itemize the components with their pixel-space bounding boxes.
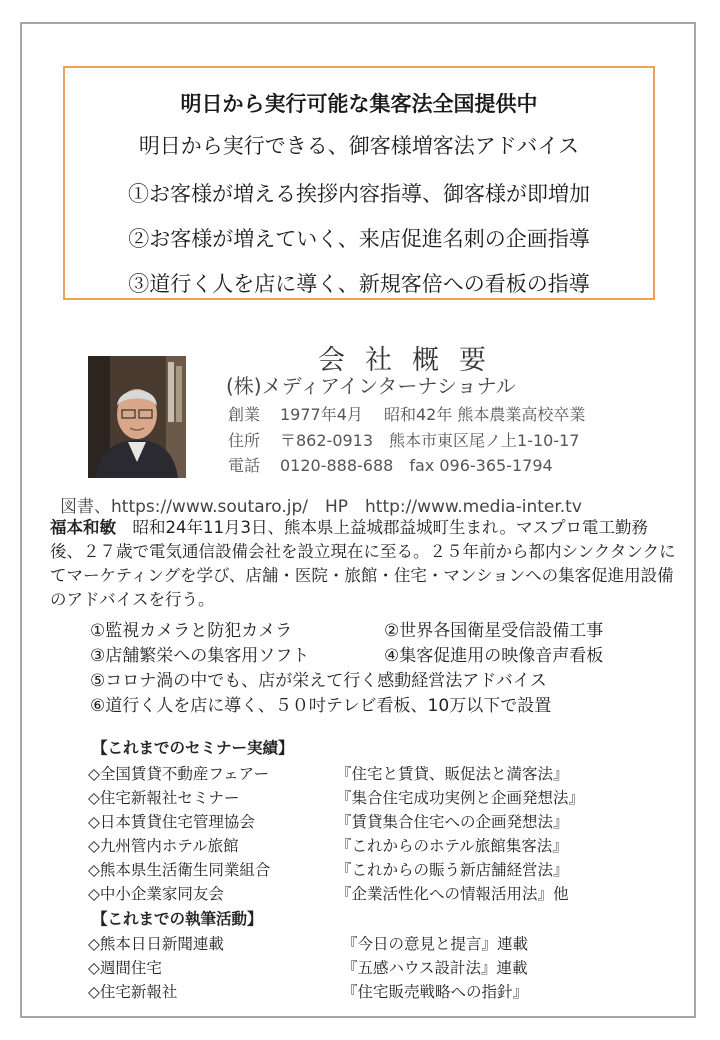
founded-value: 1977年4月 昭和42年 熊本農業高校卒業 [280,405,586,424]
seminar-title: 『企業活性化への情報活用法』他 [336,885,569,903]
address-label: 住所 [228,431,261,450]
ad-line-2: ①お客様が増える挨拶内容指導、御客様が即増加 [128,182,590,206]
writing-title: 『五感ハウス設計法』連載 [342,959,528,977]
seminar-org: ◇中小企業家同友会 [88,885,224,903]
profile-photo [88,356,186,478]
phone-label: 電話 [228,456,261,475]
company-name: (株)メディアインターナショナル [226,374,516,398]
ad-line-1: 明日から実行できる、御客様増客法アドバイス [138,134,580,158]
seminar-title: 『これからの賑う新店舗経営法』 [336,861,569,879]
service-item: ⑥道行く人を店に導く、５０吋テレビ看板、10万以下で設置 [90,696,552,716]
ad-box [63,66,655,300]
writing-org: ◇熊本日日新聞連載 [88,935,224,953]
address-row [228,428,579,451]
seminar-title: 『これからのホテル旅館集客法』 [336,837,568,855]
section-title: 会社概要 [318,345,506,376]
seminar-title: 『賃貸集合住宅への企画発想法』 [336,813,569,831]
seminar-org: ◇住宅新報社セミナー [88,789,240,807]
seminar-org: ◇全国賃貸不動産フェアー [88,765,270,783]
service-item: ⑤コロナ渦の中でも、店が栄えて行く感動経営法アドバイス [90,671,547,691]
seminar-title: 『住宅と賃貸、販促法と満客法』 [336,765,569,783]
bio-paragraph [50,516,680,612]
service-item: ③店舗繁栄への集客用ソフト [90,646,310,666]
website-links: 図書、https://www.soutaro.jp/ HP http://www.media-inter.tv [60,497,582,517]
service-item: ②世界各国衛星受信設備工事 [384,621,604,641]
writing-org: ◇住宅新報社 [88,983,178,1001]
service-item: ①監視カメラと防犯カメラ [90,621,293,641]
ad-title: 明日から実行可能な集客法全国提供中 [180,91,538,116]
phone-value: 0120-888-688 fax 096-365-1794 [280,456,553,475]
seminar-header: 【これまでのセミナー実績】 [92,739,294,757]
ad-line-4: ③道行く人を店に導く、新規客倍への看板の指導 [128,272,590,296]
seminar-org: ◇日本賃貸住宅管理協会 [88,813,255,831]
bio-text: 昭和24年11月3日、熊本県上益城郡益城町生まれ。マスプロ電工勤務後、２７歳で電気通信設備会社を設立現在に至る。２５年前から都内シンクタンクにてマーケティングを学び、店舗・医院・旅館・住宅・マンションへの集客促進用設備のアドバイスを行う。 [50,518,676,609]
seminar-org: ◇九州管内ホテル旅館 [88,837,239,855]
address-value: 〒862-0913 熊本市東区尾ノ上1-10-17 [280,431,580,450]
writing-title: 『住宅販売戦略への指針』 [342,983,529,1001]
writing-header: 【これまでの執筆活動】 [92,910,263,928]
writing-title: 『今日の意見と提言』連載 [342,935,529,953]
founded-label: 創業 [228,405,261,424]
phone-row [228,453,553,476]
seminar-title: 『集合住宅成功実例と企画発想法』 [336,789,585,807]
writing-org: ◇週間住宅 [88,959,162,977]
seminar-org: ◇熊本県生活衛生同業組合 [88,861,271,879]
service-item: ④集客促進用の映像音声看板 [384,646,604,666]
founded-row [228,402,585,425]
bio-name: 福本和敏 [50,518,116,537]
ad-line-3: ②お客様が増えていく、来店促進名刺の企画指導 [128,227,590,251]
